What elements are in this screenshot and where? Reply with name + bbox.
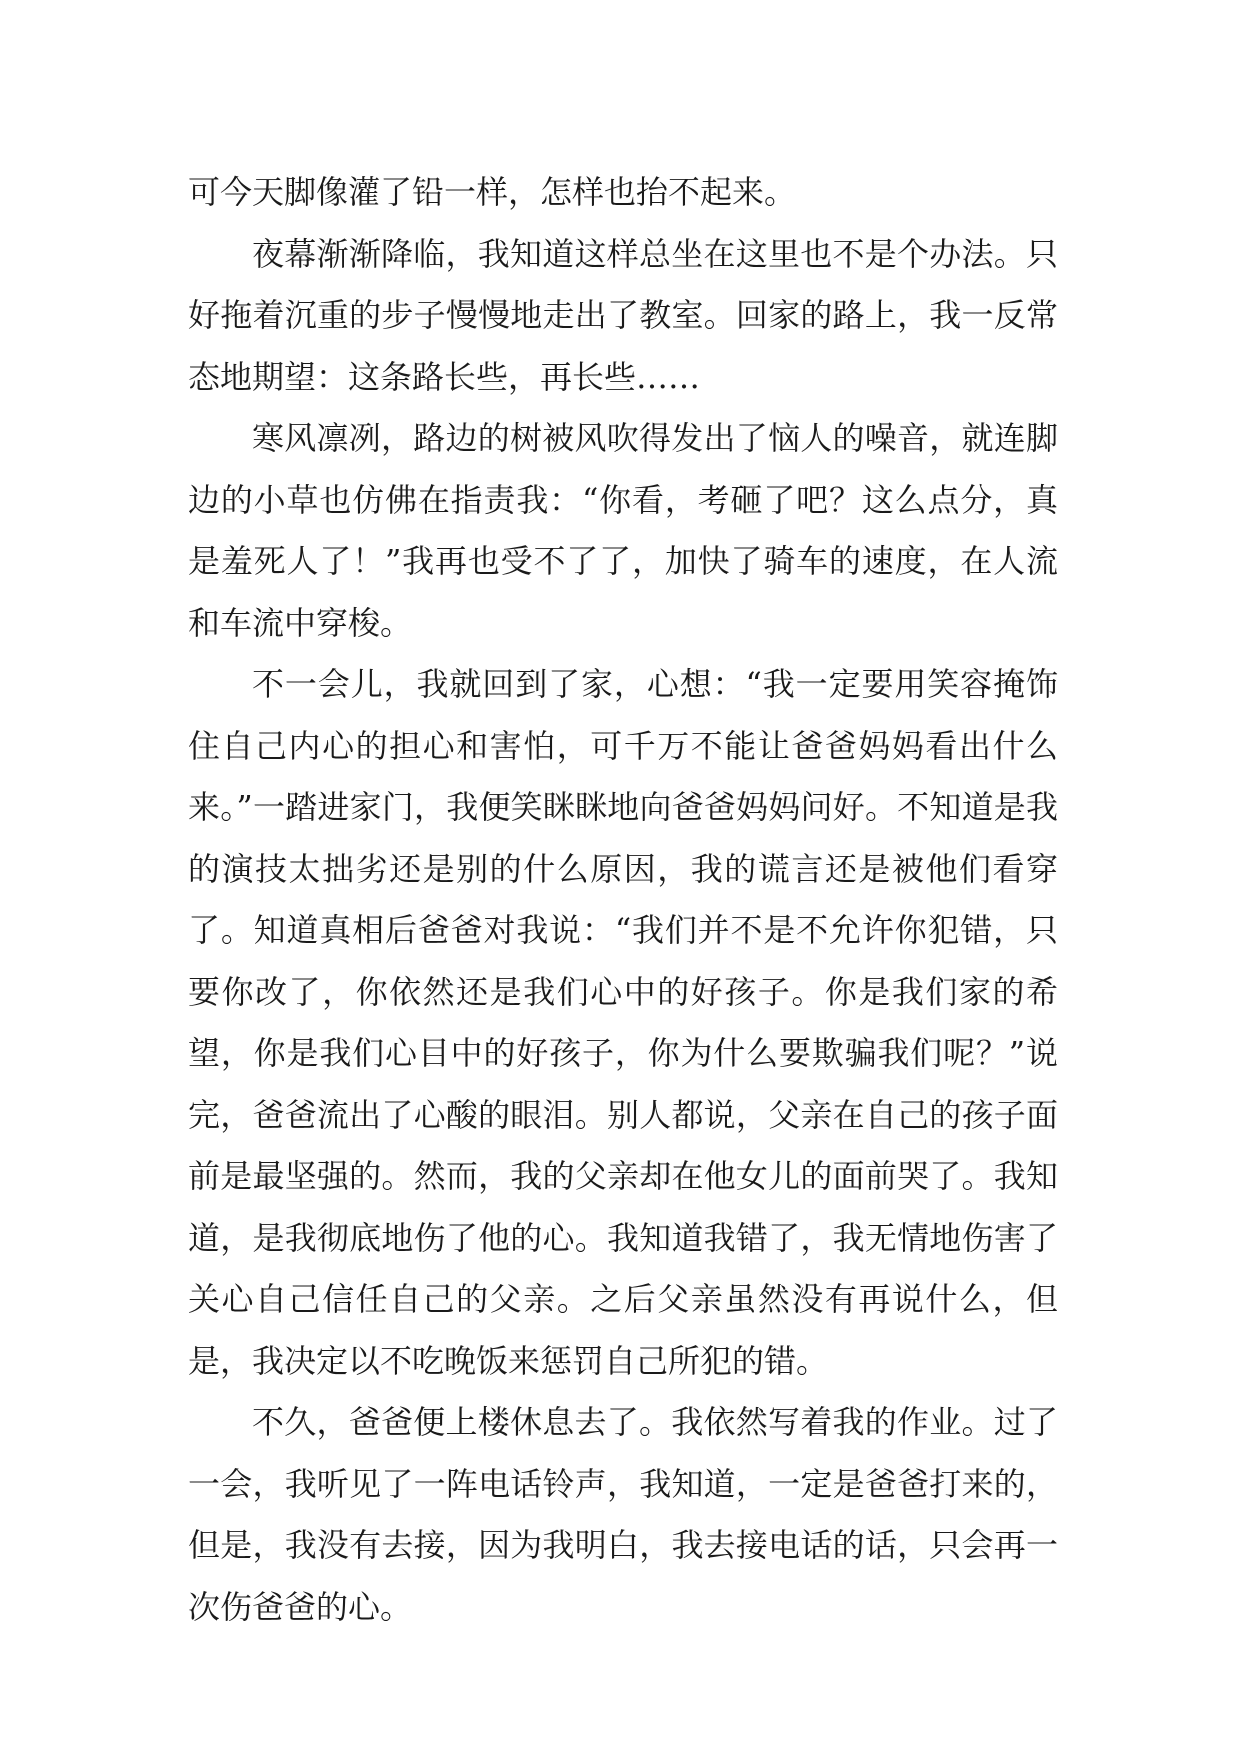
paragraph-continued: 可今天脚像灌了铅一样，怎样也抬不起来。	[188, 173, 797, 211]
paragraph-cold-wind: 寒风凛冽，路边的树被风吹得发出了恼人的噪音，就连脚边的小草也仿佛在指责我：“你看，考砸了吧？这么点分，真是羞死人了！”我再也受不了了，加快了骑车的速度，在人流和车流中穿梭。	[188, 419, 1058, 642]
paragraph-home: 不一会儿，我就回到了家，心想：“我一定要用笑容掩饰住自己内心的担心和害怕，可千万不能让爸爸妈妈看出什么来。”一踏进家门，我便笑眯眯地向爸爸妈妈问好。不知道是我的演技太拙劣还是别的什么原因，我的谎言还是被他们看穿了。知道真相后爸爸对我说：“我们并不是不允许你犯错，只要你改了，你依然还是我们心中的好孩子。你是我们家的希望，你是我们心目中的好孩子，你为什么要欺骗我们呢？”说完，爸爸流出了心酸的眼泪。别人都说，父亲在自己的孩子面前是最坚强的。然而，我的父亲却在他女儿的面前哭了。我知道，是我彻底地伤了他的心。我知道我错了，我无情地伤害了关心自己信任自己的父亲。之后父亲虽然没有再说什么，但是，我决定以不吃晚饭来惩罚自己所犯的错。	[188, 665, 1058, 1380]
paragraph-nightfall: 夜幕渐渐降临，我知道这样总坐在这里也不是个办法。只好拖着沉重的步子慢慢地走出了教室。回家的路上，我一反常态地期望：这条路长些，再长些……	[188, 234, 1058, 396]
paragraph-phone-call: 不久，爸爸便上楼休息去了。我依然写着我的作业。过了一会，我听见了一阵电话铃声，我知道，一定是爸爸打来的，但是，我没有去接，因为我明白，我去接电话的话，只会再一次伤爸爸的心。	[188, 1403, 1058, 1626]
essay-body	[188, 162, 1058, 1638]
